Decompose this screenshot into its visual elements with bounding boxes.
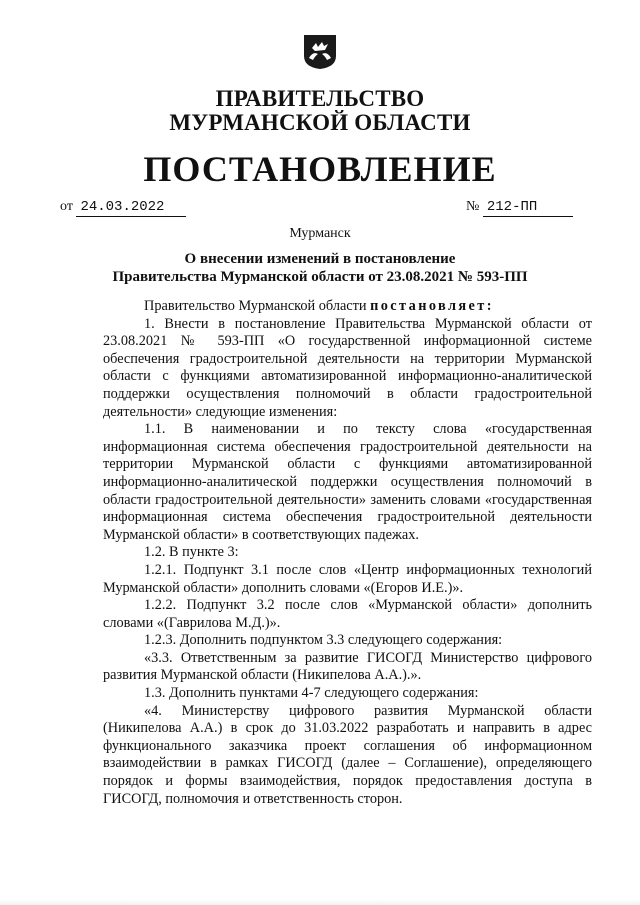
- date-label: от: [60, 199, 73, 214]
- number-value: 212-ПП: [483, 199, 573, 217]
- document-body: [103, 298, 592, 808]
- date-field: [60, 199, 186, 217]
- body-paragraph: 1.2. В пункте 3:: [144, 544, 239, 561]
- date-value: 24.03.2022: [76, 199, 186, 217]
- document-type-title: ПОСТАНОВЛЕНИЕ: [143, 149, 497, 189]
- intro-prefix: Правительство Мурманской области: [144, 298, 371, 314]
- intro-decree-word: постановляет:: [370, 298, 494, 314]
- scan-edge: [0, 899, 640, 905]
- intro-paragraph: [103, 298, 592, 316]
- body-paragraph: 1.1. В наименовании и по тексту слова «государственная информационная система обеспечения градостроительной деятельности на территории Мурманской области с функциями автоматизированной информационно-аналитической поддержки осуществления полномочий в области градостроительной деятельности» заменить словами «государственная информационная система обеспечения градостроительной деятельности Мурманской области» в соответствующих падежах.: [103, 421, 592, 543]
- org-name-line1: ПРАВИТЕЛЬСТВО: [215, 86, 425, 111]
- body-paragraph: 1.3. Дополнить пунктами 4-7 следующего содержания:: [144, 685, 479, 702]
- body-paragraph: 1.2.3. Дополнить подпунктом 3.3 следующего содержания:: [144, 632, 503, 649]
- body-paragraph: 1.2.1. Подпункт 3.1 после слов «Центр информационных технологий Мурманской области» дополнить словами «(Егоров И.Е.)».: [103, 561, 592, 596]
- body-paragraph: «4. Министерству цифрового развития Мурманской области (Никипелова А.А.) в срок до 31.03.2022 разработать и направить в адрес функционального заказчика проект соглашения об информационном взаимодействии в рамках ГИСОГД (далее – Соглашение), определяющего порядок и формы взаимодействия, порядок предоставления доступа в ГИСОГД, полномочия и ответственность сторон.: [103, 702, 592, 807]
- document-subject: [0, 250, 640, 286]
- body-paragraph: «3.3. Ответственным за развитие ГИСОГД Министерство цифрового развития Мурманской области (Никипелова А.А.).».: [103, 649, 592, 684]
- subject-line1: О внесении изменений в постановление: [184, 251, 456, 267]
- org-name-line2: МУРМАНСКОЙ ОБЛАСТИ: [169, 110, 471, 135]
- number-field: [466, 199, 573, 217]
- coat-of-arms-icon: [303, 34, 337, 70]
- body-paragraph: 1. Внести в постановление Правительства Мурманской области от 23.08.2021 № 593-ПП «О государственной информационной системе обеспечения градостроительной деятельности на территории Мурманской области с функциями автоматизированной информационно-аналитической поддержки осуществления полномочий в области градостроительной деятельности» следующие изменения:: [103, 315, 592, 420]
- body-paragraph: 1.2.2. Подпункт 3.2 после слов «Мурманской области» дополнить словами «(Гаврилова М.Д.)».: [103, 597, 592, 631]
- city-name: Мурманск: [289, 226, 351, 241]
- subject-line2: Правительства Мурманской области от 23.08.2021 № 593-ПП: [112, 269, 528, 285]
- number-label: №: [466, 199, 480, 214]
